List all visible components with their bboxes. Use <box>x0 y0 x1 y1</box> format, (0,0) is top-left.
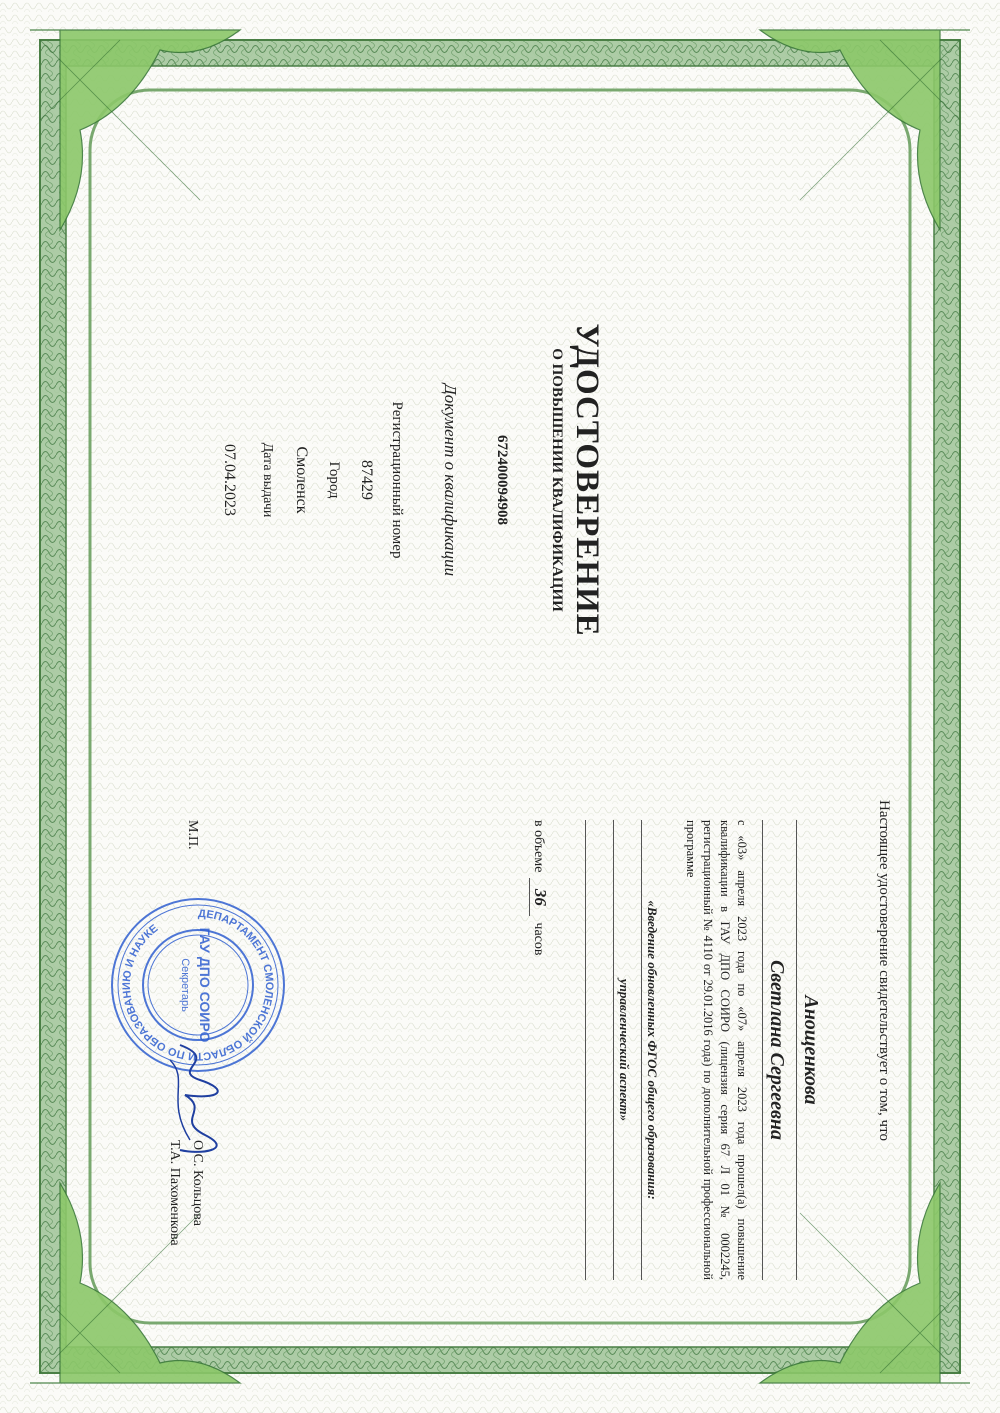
city-label: Город <box>326 461 342 499</box>
stamp-center-text: ГАУ ДПО СОИРО <box>197 927 213 1043</box>
program-title-line-2: управленческий аспект» <box>613 820 632 1280</box>
series-number: 672400094908 <box>494 435 510 525</box>
issue-date: 07.04.2023 <box>221 444 238 516</box>
signatory-2: Т.А. Пахоменкова <box>167 1140 182 1246</box>
recipient-given-name: Светлана Сергеевна <box>762 820 788 1280</box>
certificate-title: УДОСТОВЕРЕНИЕ <box>569 323 605 637</box>
program-title-line-3 <box>585 820 602 1280</box>
stamp-sub-text: Секретарь <box>179 958 191 1012</box>
intro-text: Настоящее удостоверение свидетельствует о том, что <box>876 800 892 1141</box>
certificate-subtitle: О ПОВЫШЕНИИ КВАЛИФИКАЦИИ <box>549 348 565 612</box>
hours-value: 36 <box>529 878 550 916</box>
hours-suffix: часов <box>531 922 546 956</box>
document-type: Документ о квалификации <box>441 383 460 577</box>
program-title-line-1: «Введение обновленных ФГОС общего образования: <box>641 820 660 1280</box>
handwritten-signature <box>160 1040 230 1160</box>
hours-row <box>529 820 550 956</box>
registration-number: 87429 <box>358 460 375 500</box>
issue-date-label: Дата выдачи <box>260 442 275 518</box>
signatory-1: О.С. Кольцова <box>190 1140 205 1226</box>
stamp-label: М.П. <box>185 820 200 850</box>
stamp-ring-text: ДЕПАРТАМЕНТ СМОЛЕНСКОЙ ОБЛАСТИ ПО ОБРАЗОВАНИЮ И НАУКЕ <box>120 907 276 1063</box>
recipient-surname: Анощенкова <box>796 820 822 1280</box>
course-details: с «03» апреля 2023 года по «07» апреля 2023 года прошел(а) повышение квалификации в ГАУ ДПО СОИРО (лицензия серия 67 Л 01 № 0002245, регистрационный № 4110 от 29.01.2016 года) по дополнительной профессиональной программе <box>684 820 749 1280</box>
registration-label: Регистрационный номер <box>389 401 405 559</box>
hours-prefix: в объеме <box>531 820 546 873</box>
city-value: Смоленск <box>293 446 310 514</box>
